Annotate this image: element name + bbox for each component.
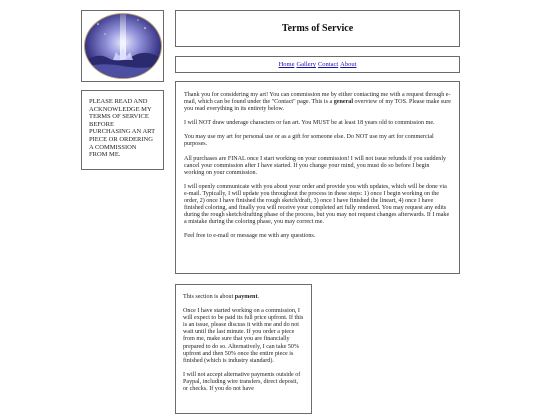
- nav-link-about[interactable]: About: [340, 61, 357, 68]
- nav-link-gallery[interactable]: Gallery: [296, 61, 316, 68]
- questions-paragraph: Feel free to e-mail or message me with any questions.: [184, 233, 316, 240]
- logo-image: [83, 12, 163, 80]
- page-title: Terms of Service: [281, 23, 354, 34]
- nav-link-contact[interactable]: Contact: [317, 61, 339, 68]
- header-box: [175, 10, 460, 47]
- payment-paragraph: Once I have started working on a commission, I will expect to be paid its full price upfront. If this is an issue, please discuss it with me and do not wait until the last minute. If you order a piece from me, make sure that you are financially prepared to do so. Alternatively, I can take 50% upfront and then 50% once the entire piece is finished (which is industry standard).: [183, 308, 304, 364]
- nav-bar: [175, 56, 460, 73]
- payment-heading: This section is about payment.: [183, 294, 260, 300]
- nav-link-home[interactable]: Home: [278, 61, 295, 68]
- intro-paragraph: Thank you for considering my art! You can commission me by either contacting me with a request through e-mail, which can be found under the "Contact" page. This is a general overview of my TOS. Please make sure you read everything in its entirety below.: [184, 92, 451, 113]
- tos-notice: [81, 90, 164, 170]
- payment-section: [175, 284, 312, 414]
- refund-paragraph: All purchases are FINAL once I start working on your commission! I will not issue refunds if you suddenly cancel your commission after I have started. If you change your mind, you must do so before I begin working on your commission.: [184, 155, 447, 176]
- notice-text: PLEASE READ AND ACKNOWLEDGE MY TERMS OF SERVICE BEFORE PURCHASING AN ART PIECE OR ORDERING A COMMISSION FROM ME.: [89, 98, 155, 159]
- process-paragraph: I will openly communicate with you about your order and provide you with updates, which will be done via e-mail. Typically, I will update you throughout the process in these steps: 1) once I begin working on the order, 2) once I have finished the rough sketch/draft, 3) once I have finished the lineart, 4) once I have finished coloring, and finally you will receive your completed art fully rendered. You may request any edits during the rough sketch/drafting phase of the process, but you may not request changes afterwards. If I make a mistake during the coloring phase, you may correct me.: [184, 183, 450, 226]
- payment-methods-paragraph: I will not accept alternative payments outside of Paypal, including wire transfers, direct deposit, or checks. If you do not have: [183, 371, 301, 393]
- age-paragraph: I will NOT draw underage characters or fan art. You MUST be at least 18 years old to commission me.: [184, 120, 435, 127]
- usage-paragraph: You may use my art for personal use or as a gift for someone else. Do NOT use my art for commercial purposes.: [184, 134, 434, 148]
- tos-content: [175, 81, 460, 274]
- logo-box: [81, 10, 164, 82]
